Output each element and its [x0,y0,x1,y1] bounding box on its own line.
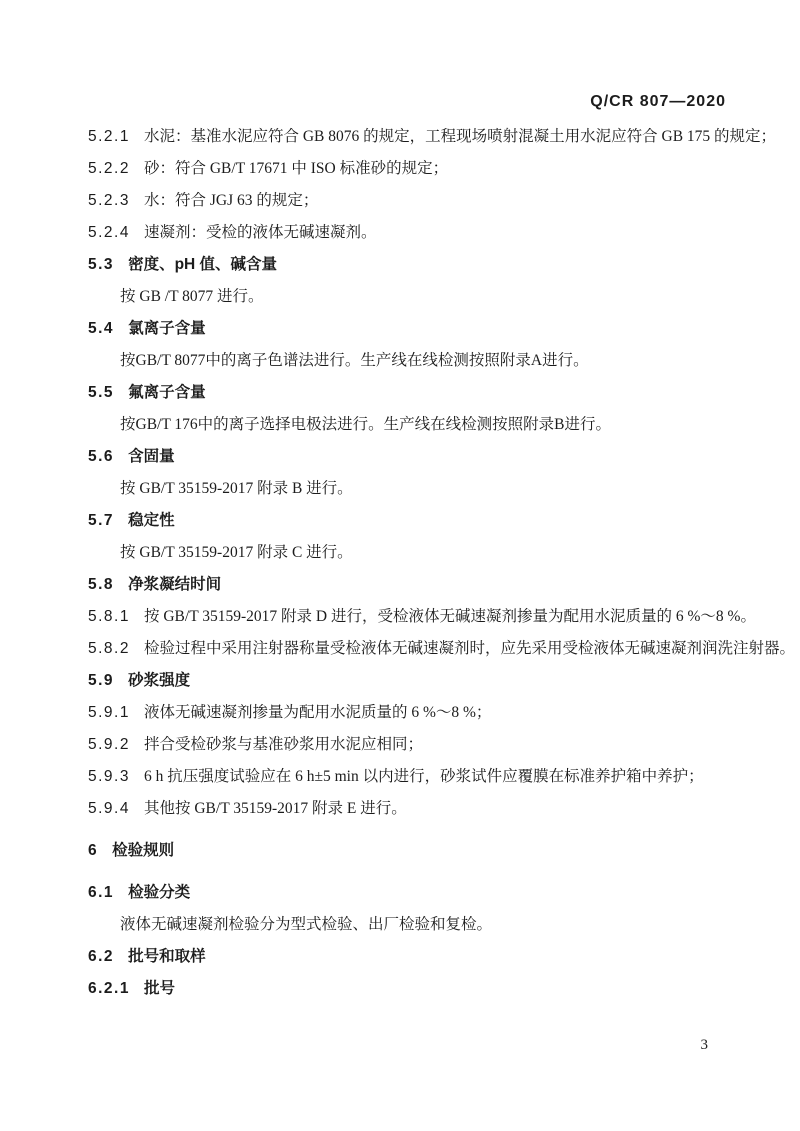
clause-text: 氟离子含量 [128,384,206,401]
clause-line [88,665,750,697]
clause-text: 检验规则 [112,842,175,859]
clause-line [88,121,777,153]
paragraph-text: 按 GB/T 35159-2017 附录 C 进行。 [120,544,353,561]
clause-text: 其他按 GB/T 35159-2017 附录 E 进行。 [143,800,407,817]
clause-number: 5.8 [88,576,115,593]
clause-text: 批号和取样 [128,948,206,965]
clause-text: 砂浆强度 [128,672,191,689]
clause-line [88,761,750,793]
clause-line [88,153,750,185]
clause-line [88,313,750,345]
clause-number: 5.8.1 [88,608,130,625]
paragraph [88,473,750,505]
clause-line [88,941,750,973]
clause-line [88,441,750,473]
clause-line [88,793,750,825]
clause-text: 稳定性 [128,512,175,529]
clause-line [88,505,750,537]
clause-number: 5.9.1 [88,704,130,721]
page-number: 3 [700,1037,708,1053]
clause-text: 速凝剂：受检的液体无碱速凝剂。 [143,224,377,241]
clause-number: 5.8.2 [88,640,130,657]
standard-number-header: Q/CR 807—2020 [590,93,726,110]
clause-number: 5.2.4 [88,224,130,241]
clause-number: 5.9.4 [88,800,130,817]
clause-line [88,249,750,281]
clause-text: 拌合受检砂浆与基准砂浆用水泥应相同； [143,736,423,753]
paragraph-text: 按 GB/T 35159-2017 附录 B 进行。 [120,480,353,497]
paragraph-text: 按 GB /T 8077 进行。 [120,288,264,305]
clause-line [88,835,750,867]
paragraph [88,281,750,313]
clause-number: 5.2.3 [88,192,130,209]
clause-line [88,185,750,217]
clause-text: 批号 [143,980,175,997]
clause-number: 5.2.1 [88,128,130,145]
clause-line [88,729,750,761]
clause-text: 氯离子含量 [128,320,206,337]
clause-text: 水泥：基准水泥应符合 GB 8076 的规定，工程现场喷射混凝土用水泥应符合 GB 175 的规定； [143,128,777,145]
clause-number: 6.2.1 [88,980,130,997]
paragraph [88,409,750,441]
clause-text: 6 h 抗压强度试验应在 6 h±5 min 以内进行，砂浆试件应覆膜在标准养护箱中养护； [143,768,704,785]
clause-number: 6.2 [88,948,115,965]
clause-line [88,601,756,633]
clause-text: 水：符合 JGJ 63 的规定； [143,192,319,209]
clause-number: 5.9.2 [88,736,130,753]
clause-text: 净浆凝结时间 [128,576,222,593]
clause-number: 5.6 [88,448,115,465]
clause-number: 5.9.3 [88,768,130,785]
clause-text: 含固量 [128,448,175,465]
clause-number: 5.5 [88,384,115,401]
clause-line [88,877,750,909]
clause-line [88,217,750,249]
paragraph [88,537,750,569]
paragraph-text: 按GB/T 176中的离子选择电极法进行。生产线在线检测按照附录B进行。 [120,416,611,433]
clause-number: 5.3 [88,256,115,273]
clause-number: 6.1 [88,884,115,901]
clause-number: 5.2.2 [88,160,130,177]
paragraph [88,909,750,941]
clause-line [88,633,795,665]
paragraph-text: 液体无碱速凝剂检验分为型式检验、出厂检验和复检。 [120,916,493,933]
clause-text: 检验分类 [128,884,191,901]
clause-number: 6 [88,842,99,859]
clause-line [88,973,750,1005]
clause-text: 检验过程中采用注射器称量受检液体无碱速凝剂时，应先采用受检液体无碱速凝剂润洗注射器。 [143,640,795,657]
clause-number: 5.7 [88,512,115,529]
clause-text: 砂：符合 GB/T 17671 中 ISO 标准砂的规定； [143,160,449,177]
clause-line [88,569,750,601]
document-body [88,121,795,1005]
clause-line [88,377,750,409]
clause-number: 5.9 [88,672,115,689]
clause-text: 密度、pH 值、碱含量 [128,256,278,273]
clause-text: 按 GB/T 35159-2017 附录 D 进行，受检液体无碱速凝剂掺量为配用水泥质量的 6 %～8 %。 [143,608,756,625]
clause-text: 液体无碱速凝剂掺量为配用水泥质量的 6 %～8 %； [143,704,492,721]
paragraph [88,345,750,377]
paragraph-text: 按GB/T 8077中的离子色谱法进行。生产线在线检测按照附录A进行。 [120,352,589,369]
clause-number: 5.4 [88,320,115,337]
clause-line [88,697,750,729]
